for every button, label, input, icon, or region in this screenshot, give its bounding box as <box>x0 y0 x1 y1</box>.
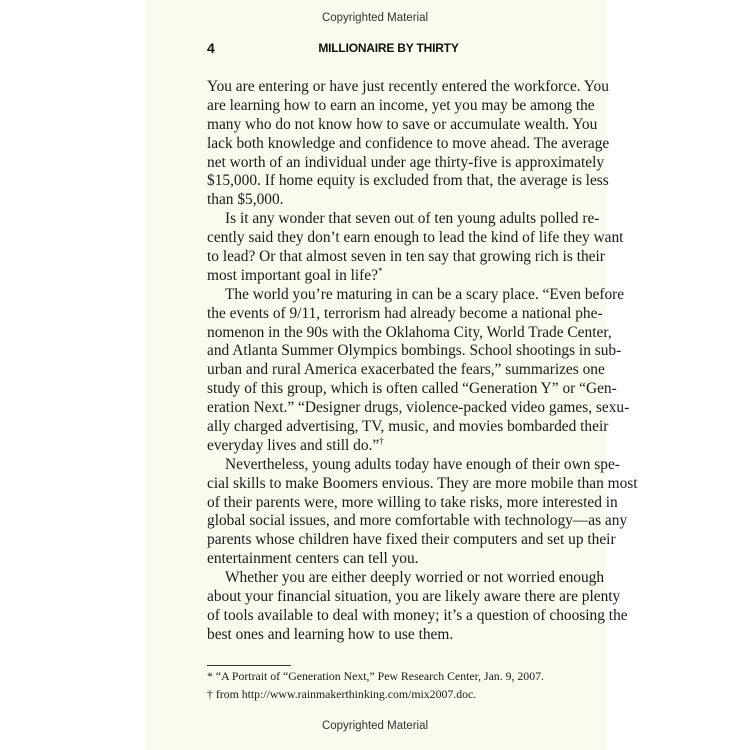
paragraph-line <box>207 248 605 267</box>
line-text: cently said they don’t earn enough to lead the kind of life they want <box>207 229 624 247</box>
paragraph-line <box>207 96 595 116</box>
line-text: lack both knowledge and confidence to move ahead. The average <box>207 134 610 152</box>
line-text: You are entering or have just recently entered the workforce. You <box>207 78 609 95</box>
paragraph-line <box>207 493 618 513</box>
paragraph-line <box>207 285 625 305</box>
body-text <box>207 78 638 645</box>
footnote-1: * “A Portrait of “Generation Next,” Pew Research Center, Jan. 9, 2007. <box>207 669 544 683</box>
paragraph-line <box>207 115 598 135</box>
paragraph-line <box>207 191 570 210</box>
paragraph-line <box>207 569 605 588</box>
paragraph-line <box>207 229 624 248</box>
line-text: entertainment centers can tell you. <box>207 550 419 568</box>
paragraph-line <box>207 512 628 531</box>
paragraph-line <box>207 342 622 361</box>
copyright-watermark-top: Copyrighted Material <box>321 12 429 24</box>
copyright-watermark-bottom: Copyrighted Material <box>321 720 429 732</box>
line-text: Nevertheless, young adults today have enough of their own spe- <box>225 455 620 473</box>
line-text: The world you’re maturing in can be a scary place. “Even before <box>225 285 625 303</box>
line-text: global social issues, and more comfortable with technology—as any <box>207 512 628 530</box>
paragraph-line <box>207 361 605 380</box>
paragraph-line <box>207 153 605 173</box>
line-text: many who do not know how to save or accumulate wealth. You <box>207 115 598 133</box>
line-text: most important goal in life? <box>207 266 378 284</box>
paragraph-line <box>207 304 603 324</box>
paragraph-line <box>207 172 609 191</box>
line-text: and Atlanta Summer Olympics bombings. School shootings in sub- <box>207 342 622 360</box>
line-text: ally charged advertising, TV, music, and movies bombarded their <box>207 418 609 436</box>
line-text: of their parents were, more willing to take risks, more interested in <box>207 493 618 511</box>
footnote-2: † from http://www.rainmakerthinking.com/mix2007.doc. <box>207 687 477 701</box>
line-text: the events of 9/11, terrorism had already become a national phe- <box>207 304 603 322</box>
line-text: study of this group, which is often called “Generation Y” or “Gen- <box>207 380 617 398</box>
line-text: cial skills to make Boomers envious. They are more mobile than most <box>207 474 638 492</box>
paragraph-line <box>207 437 570 456</box>
line-text: are learning how to earn an income, yet you may be among the <box>207 96 595 114</box>
paragraph-line <box>207 474 638 494</box>
paragraph-line <box>207 550 570 569</box>
line-text: net worth of an individual under age thirty-five is approximately <box>207 153 605 171</box>
paragraph-line <box>207 399 630 418</box>
paragraph-line <box>207 323 612 343</box>
paragraph-line <box>207 588 621 607</box>
line-text: $15,000. If home equity is excluded from that, the average is less <box>207 172 609 190</box>
paragraph-line <box>207 210 600 229</box>
line-text: than $5,000. <box>207 191 284 209</box>
line-text: eration Next.” “Designer drugs, violence-packed video games, sexu- <box>207 399 630 417</box>
paragraph-line <box>207 78 609 97</box>
line-text: about your financial situation, you are likely aware there are plenty <box>207 588 621 606</box>
paragraph-line <box>207 626 570 645</box>
running-title: MILLIONAIRE BY THIRTY <box>318 41 459 55</box>
line-text: urban and rural America exacerbated the fears,” summarizes one <box>207 361 605 379</box>
paragraph-line <box>207 455 620 475</box>
page-number: 4 <box>207 40 215 56</box>
line-text: to lead? Or that almost seven in ten say that growing rich is their <box>207 248 605 266</box>
line-text: of tools available to deal with money; it’s a question of choosing the <box>207 606 628 624</box>
line-text: Is it any wonder that seven out of ten young adults polled re- <box>225 210 600 228</box>
line-text: best ones and learning how to use them. <box>207 625 454 643</box>
footnote-marker: * <box>377 265 383 276</box>
paragraph-line <box>207 418 609 437</box>
line-text: Whether you are either deeply worried or not worried enough <box>225 569 605 587</box>
footnote-rule <box>207 665 291 666</box>
line-text: everyday lives and still do.” <box>207 436 380 454</box>
paragraph-line <box>207 380 617 399</box>
paragraph-line <box>207 531 616 550</box>
line-text: nomenon in the 90s with the Oklahoma City, World Trade Center, <box>207 323 612 341</box>
paragraph-line <box>207 134 610 154</box>
paragraph-line <box>207 606 628 626</box>
line-text: parents whose children have fixed their computers and set up their <box>207 531 616 549</box>
paragraph-line <box>207 267 570 286</box>
footnote-marker: † <box>379 435 384 446</box>
